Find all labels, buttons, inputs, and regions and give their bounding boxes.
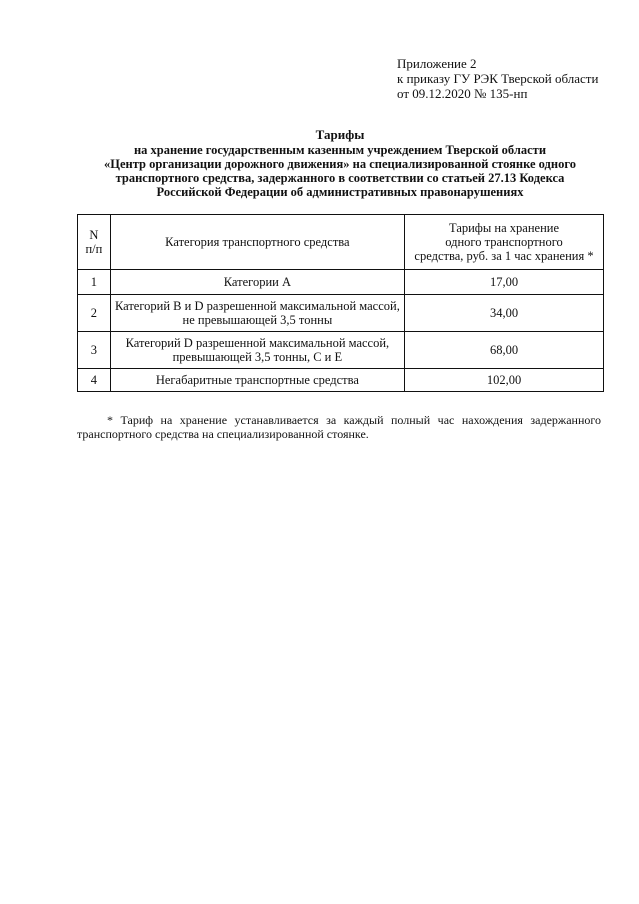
title-line: «Центр организации дорожного движения» на специализированной стоянке одного	[104, 157, 576, 171]
row-category	[110, 270, 404, 295]
row-price: 34,00	[405, 295, 604, 332]
appendix-reference	[397, 56, 598, 101]
header-price-line: Тарифы на хранение	[449, 221, 560, 235]
table-header-row	[78, 215, 604, 270]
title-heading: Тарифы	[315, 127, 365, 142]
header-number-line: N	[89, 228, 99, 242]
header-category: Категория транспортного средства	[110, 215, 404, 270]
row-category	[110, 332, 404, 369]
table-row	[78, 270, 604, 295]
row-category	[110, 369, 404, 392]
header-number-line: п/п	[85, 242, 103, 256]
row-number: 3	[78, 332, 111, 369]
title-line: на хранение государственным казенным учреждением Тверской области	[133, 143, 547, 157]
title-line: Российской Федерации об административных правонарушениях	[156, 185, 524, 199]
header-number	[78, 215, 111, 270]
row-category-line: превышающей 3,5 тонны, C и E	[172, 350, 343, 364]
row-price: 102,00	[405, 369, 604, 392]
row-price: 68,00	[405, 332, 604, 369]
header-price-line: одного транспортного	[445, 235, 563, 249]
table-row	[78, 295, 604, 332]
table-row	[78, 332, 604, 369]
row-category	[110, 295, 404, 332]
row-number: 1	[78, 270, 111, 295]
document-title	[80, 128, 600, 199]
row-category-line: Категории A	[223, 275, 292, 289]
row-category-line: Категорий B и D разрешенной максимальной массой,	[114, 299, 400, 313]
header-price	[405, 215, 604, 270]
appendix-number: Приложение 2	[397, 56, 477, 71]
appendix-order: к приказу ГУ РЭК Тверской области	[397, 71, 599, 86]
row-category-line: Категорий D разрешенной максимальной массой,	[125, 336, 390, 350]
table-row	[78, 369, 604, 392]
row-category-line: Негабаритные транспортные средства	[155, 373, 359, 387]
row-number: 4	[78, 369, 111, 392]
appendix-date: от 09.12.2020 № 135-нп	[397, 86, 528, 101]
footnote: * Тариф на хранение устанавливается за каждый полный час нахождения задержанного транспортного средства на специализированной стоянке.	[77, 413, 601, 441]
row-category-line: не превышающей 3,5 тонны	[182, 313, 333, 327]
title-line: транспортного средства, задержанного в соответствии со статьей 27.13 Кодекса	[115, 171, 565, 185]
tariffs-table	[77, 214, 604, 392]
header-price-line: средства, руб. за 1 час хранения *	[414, 249, 594, 263]
row-number: 2	[78, 295, 111, 332]
row-price: 17,00	[405, 270, 604, 295]
